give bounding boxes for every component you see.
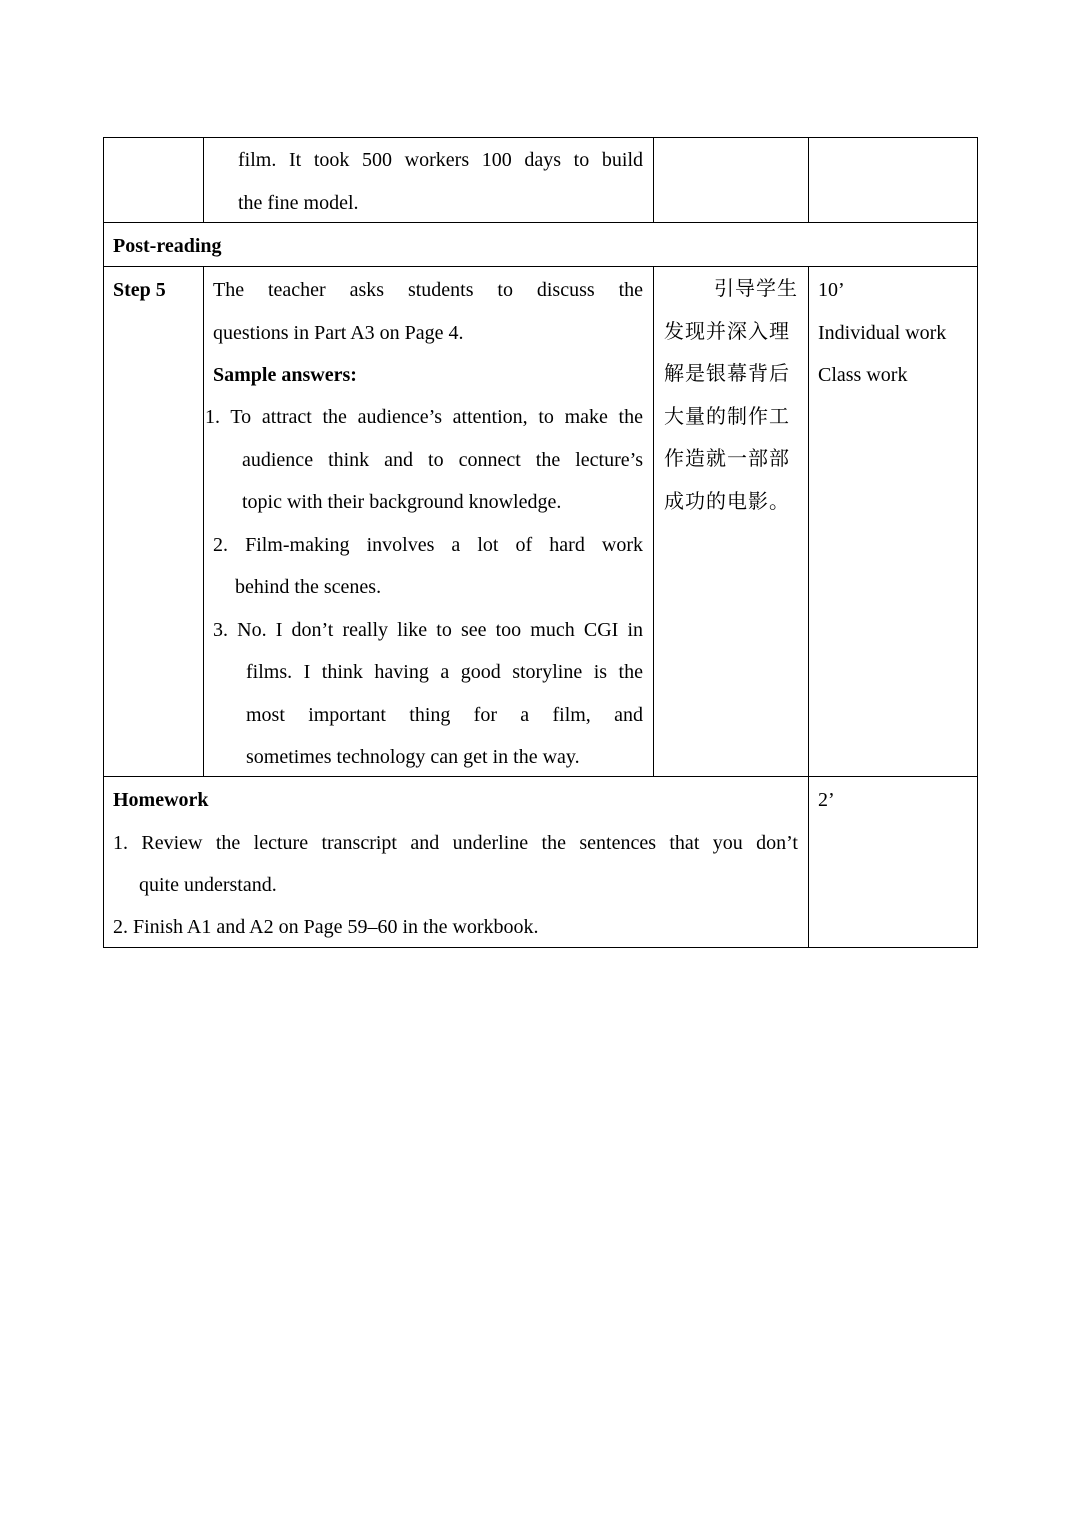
step5-intro-line2: questions in Part A3 on Page 4. — [213, 322, 464, 344]
column-border — [203, 137, 204, 223]
row-border — [103, 947, 978, 948]
column-border — [653, 137, 654, 223]
answer3-line1: 3. No. I don’t really like to see too much CGI in — [213, 619, 643, 641]
answer3-line2: films. I think having a good storyline is the — [246, 661, 643, 683]
sample-answers-label: Sample answers: — [213, 364, 357, 386]
section-heading-homework: Homework — [113, 789, 209, 811]
row1-text-line2: the fine model. — [238, 192, 359, 214]
purpose-line: 成功的电影。 — [664, 489, 790, 513]
section-heading-post-reading: Post-reading — [113, 235, 222, 257]
row-border — [103, 137, 978, 138]
step5-intro-line1: The teacher asks students to discuss the — [213, 279, 643, 301]
step5-mode-class: Class work — [818, 364, 908, 386]
step5-time: 10’ — [818, 279, 845, 301]
column-border — [808, 137, 809, 223]
answer1-line1: 1. To attract the audience’s attention, to make the — [205, 406, 643, 428]
column-border — [103, 137, 104, 948]
column-border — [653, 266, 654, 777]
purpose-line: 发现并深入理 — [664, 319, 790, 343]
answer3-line4: sometimes technology can get in the way. — [246, 746, 580, 768]
purpose-line: 解是银幕背后 — [664, 361, 790, 385]
homework-time: 2’ — [818, 789, 835, 811]
column-border — [203, 266, 204, 777]
step-label: Step 5 — [113, 279, 166, 301]
step5-mode-individual: Individual work — [818, 322, 947, 344]
purpose-line: 引导学生 — [714, 276, 798, 300]
answer1-line3: topic with their background knowledge. — [242, 491, 562, 513]
column-border — [977, 137, 978, 948]
homework-item1-line1: 1. Review the lecture transcript and underline the sentences that you don’t — [113, 832, 798, 854]
purpose-line: 作造就一部部 — [664, 446, 790, 470]
row-border — [103, 266, 978, 267]
answer3-line3: most important thing for a film, and — [246, 704, 643, 726]
homework-item1-line2: quite understand. — [139, 874, 277, 896]
answer2-line1: 2. Film-making involves a lot of hard work — [213, 534, 643, 556]
column-border — [808, 266, 809, 948]
row1-text-line1: film. It took 500 workers 100 days to build — [238, 149, 643, 171]
row-border — [103, 222, 978, 223]
answer1-line2: audience think and to connect the lecture’s — [242, 449, 643, 471]
answer2-line2: behind the scenes. — [235, 576, 382, 598]
homework-item2: 2. Finish A1 and A2 on Page 59–60 in the workbook. — [113, 916, 539, 938]
row-border — [103, 776, 978, 777]
purpose-line: 大量的制作工 — [664, 404, 790, 428]
